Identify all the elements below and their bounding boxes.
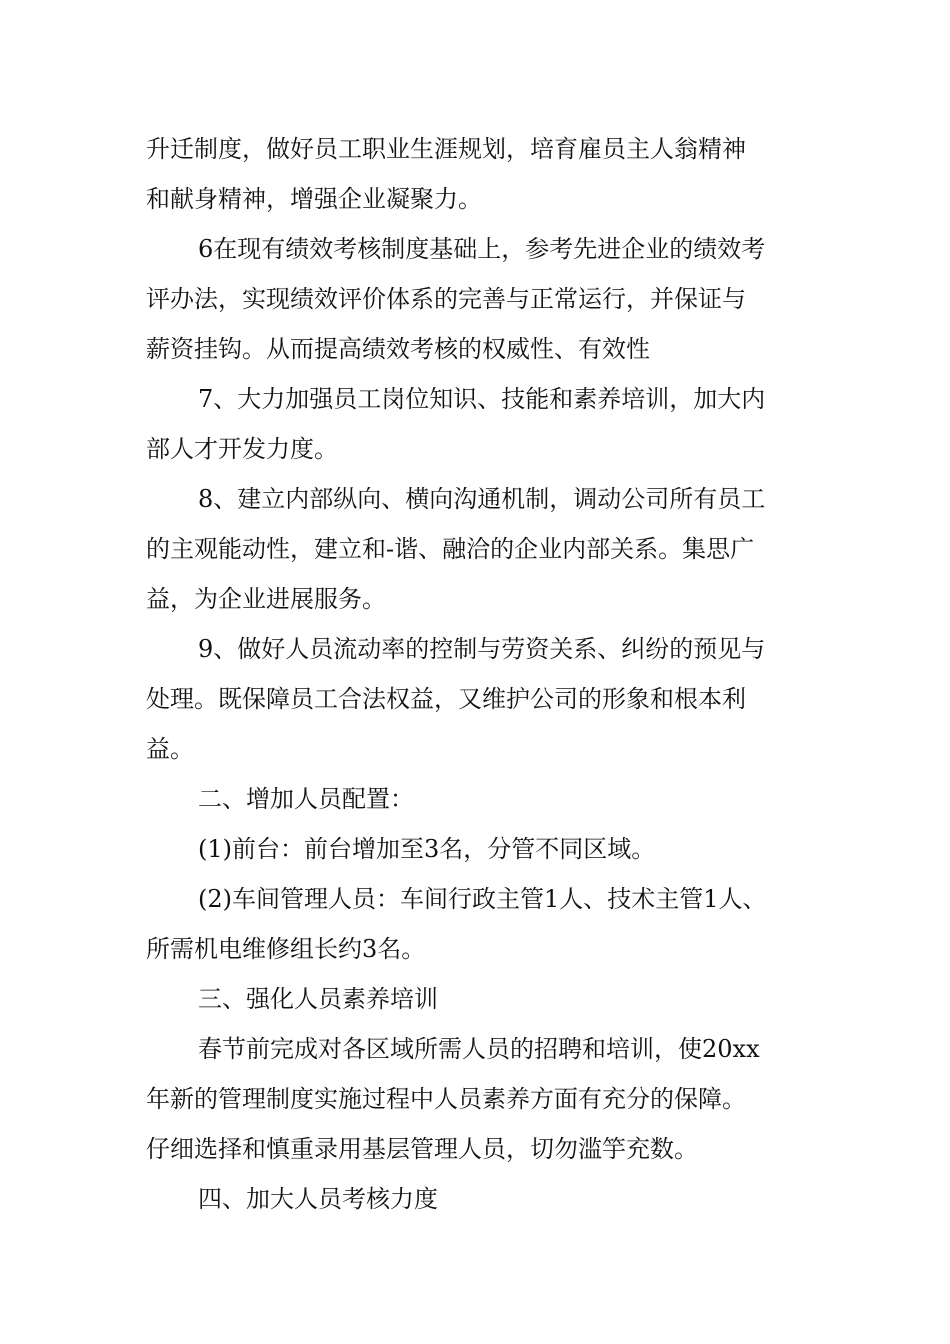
text-line: 仔细选择和慎重录用基层管理人员，切勿滥竽充数。 [146, 1135, 698, 1163]
document-body [146, 124, 826, 1224]
text-line: 春节前完成对各区域所需人员的招聘和培训，使20xx [198, 1035, 760, 1063]
text-line: 6在现有绩效考核制度基础上，参考先进企业的绩效考 [198, 235, 766, 263]
paragraph [146, 474, 826, 624]
text-line: 年新的管理制度实施过程中人员素养方面有充分的保障。 [146, 1085, 746, 1113]
text-line: 处理。既保障员工合法权益，又维护公司的形象和根本利 [146, 685, 746, 713]
paragraph [146, 824, 826, 874]
text-line: 部人才开发力度。 [146, 435, 338, 463]
text-line: 7、大力加强员工岗位知识、技能和素养培训，加大内 [198, 385, 766, 413]
paragraph [146, 374, 826, 474]
text-line: 所需机电维修组长约3名。 [146, 935, 426, 963]
text-line: 的主观能动性，建立和-谐、融洽的企业内部关系。集思广 [146, 535, 755, 563]
text-line: (1)前台：前台增加至3名，分管不同区域。 [198, 835, 656, 863]
text-line: 三、强化人员素养培训 [198, 985, 438, 1013]
text-line: 和献身精神，增强企业凝聚力。 [146, 185, 482, 213]
paragraph [146, 874, 826, 974]
text-line: 9、做好人员流动率的控制与劳资关系、纠纷的预见与 [198, 635, 766, 663]
text-line: (2)车间管理人员：车间行政主管1人、技术主管1人、 [198, 885, 767, 913]
text-line: 升迁制度，做好员工职业生涯规划，培育雇员主人翁精神 [146, 135, 746, 163]
text-line: 四、加大人员考核力度 [198, 1185, 438, 1213]
text-line: 益，为企业进展服务。 [146, 585, 386, 613]
paragraph [146, 624, 826, 774]
paragraph [146, 224, 826, 374]
paragraph [146, 1174, 826, 1224]
paragraph [146, 1024, 826, 1174]
text-line: 益。 [146, 735, 194, 763]
paragraph [146, 774, 826, 824]
text-line: 薪资挂钩。从而提高绩效考核的权威性、有效性 [146, 335, 650, 363]
paragraph [146, 124, 826, 224]
text-line: 8、建立内部纵向、横向沟通机制，调动公司所有员工 [198, 485, 766, 513]
text-line: 评办法，实现绩效评价体系的完善与正常运行，并保证与 [146, 285, 746, 313]
paragraph [146, 974, 826, 1024]
text-line: 二、增加人员配置： [198, 785, 414, 813]
